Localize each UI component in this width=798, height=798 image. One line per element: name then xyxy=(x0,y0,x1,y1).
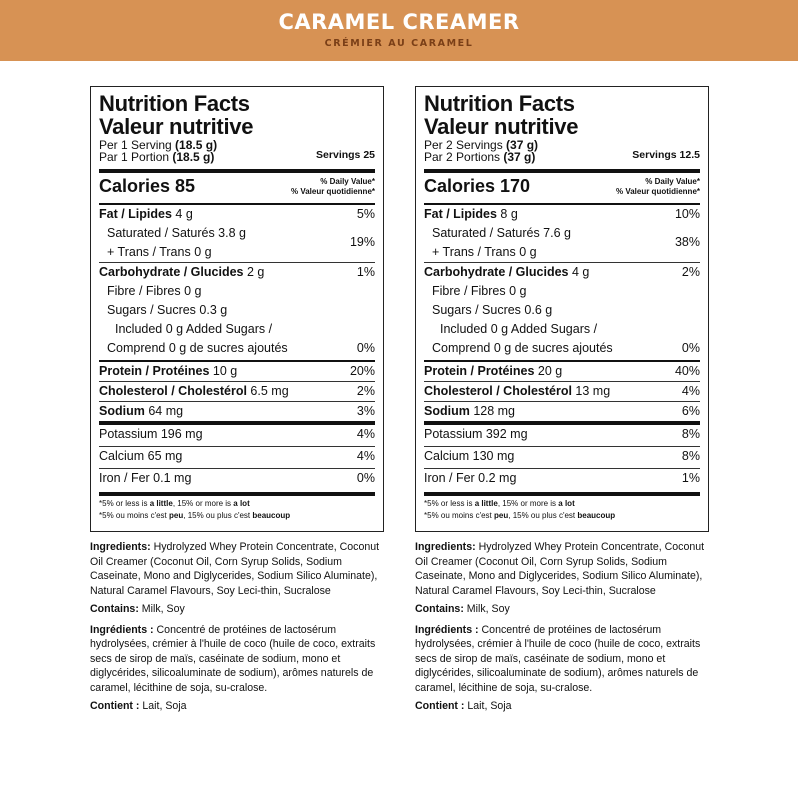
sugars-row: Sugars / Sucres 0.3 g xyxy=(107,303,228,317)
facts-title-fr: Valeur nutritive xyxy=(99,114,254,139)
saturated-trans-group: Saturated / Saturés 7.6 g + Trans / Trans 0 g 38% xyxy=(432,226,700,259)
serving-size: Per 1 Serving (18.5 g) Par 1 Portion (18.5 g) Servings 25 xyxy=(99,138,375,164)
footnote: *5% or less is a little, 15% or more is a lot *5% ou moins c'est peu, 15% ou plus c'est beaucoup xyxy=(424,499,616,520)
cholesterol-row: Cholesterol / Cholestérol 13 mg 4% xyxy=(424,384,700,398)
sodium-row: Sodium 128 mg 6% xyxy=(424,404,700,418)
calories-row xyxy=(99,173,375,203)
contains-en: Contains: Milk, Soy xyxy=(90,603,185,615)
sodium-row: Sodium 64 mg 3% xyxy=(99,404,375,418)
fibre-row: Fibre / Fibres 0 g xyxy=(107,284,202,298)
carb-row: Carbohydrate / Glucides 4 g 2% xyxy=(424,265,700,279)
nutrition-facts-table xyxy=(415,86,709,532)
panel-single-serving xyxy=(90,86,384,720)
calcium-row: Calcium 65 mg 4% xyxy=(99,449,375,463)
fat-row: Fat / Lipides 8 g 10% xyxy=(424,207,700,221)
iron-row: Iron / Fer 0.2 mg 1% xyxy=(424,471,700,485)
carb-row: Carbohydrate / Glucides 2 g 1% xyxy=(99,265,375,279)
serving-size: Per 2 Servings (37 g) Par 2 Portions (37 g) Servings 12.5 xyxy=(424,138,700,164)
nutrition-facts-table xyxy=(90,86,384,532)
ingredients-en: Ingredients: Hydrolyzed Whey Protein Concentrate, Coconut Oil Creamer (Coconut Oil, Corn Syrup Solids, Sodium Caseinate, Mono and Diglycerides, Sodium Silico Aluminate), Natural Caramel Flavours, Soy Leci-thin, Sucralose xyxy=(415,541,705,597)
sugars-row: Sugars / Sucres 0.6 g xyxy=(432,303,553,317)
facts-title-en: Nutrition Facts xyxy=(424,91,575,116)
footnote: *5% or less is a little, 15% or more is a lot *5% ou moins c'est peu, 15% ou plus c'est beaucoup xyxy=(99,499,291,520)
ingredients-fr: Ingrédients : Concentré de protéines de lactosérum hydrolysées, crémier à l'huile de coco (huile de coco, extraits secs de sirop de maïs, caséinate de sodium, mono et diglycérides, silicoaluminate de sodium), arômes naturels de caramel, lécithine de soja, su-cralose. xyxy=(90,623,376,694)
added-sugars-fr: Comprend 0 g de sucres ajoutés 0% xyxy=(432,341,700,355)
protein-row: Protein / Protéines 10 g 20% xyxy=(99,364,375,378)
header-banner xyxy=(0,0,798,61)
ingredients-en: Ingredients: Hydrolyzed Whey Protein Concentrate, Coconut Oil Creamer (Coconut Oil, Corn Syrup Solids, Sodium Caseinate, Mono and Diglycerides, Sodium Silico Aluminate), Natural Caramel Flavours, Soy Leci-thin, Sucralose xyxy=(90,541,380,597)
fibre-row: Fibre / Fibres 0 g xyxy=(432,284,527,298)
ingredients-block xyxy=(415,540,709,714)
fat-row: Fat / Lipides 4 g 5% xyxy=(99,207,375,221)
potassium-row: Potassium 196 mg 4% xyxy=(99,427,375,441)
servings-count: Servings 25 xyxy=(316,149,375,161)
contains-fr: Contient : Lait, Soja xyxy=(90,700,187,712)
protein-row: Protein / Protéines 20 g 40% xyxy=(424,364,700,378)
daily-value-header: % Daily Value* % Valeur quotidienne* xyxy=(615,177,700,196)
contains-fr: Contient : Lait, Soja xyxy=(415,700,512,712)
ingredients-fr: Ingrédients : Concentré de protéines de lactosérum hydrolysées, crémier à l'huile de coco (huile de coco, extraits secs de sirop de maïs, caséinate de sodium, mono et diglycérides, silicoaluminate de sodium), arômes naturels de caramel, lécithine de soja, su-cralose. xyxy=(415,623,701,694)
added-sugars-fr: Comprend 0 g de sucres ajoutés 0% xyxy=(107,341,375,355)
panel-double-serving xyxy=(415,86,709,720)
daily-value-header: % Daily Value* % Valeur quotidienne* xyxy=(290,177,375,196)
servings-count: Servings 12.5 xyxy=(632,149,700,161)
calories: Calories 85 xyxy=(99,176,196,196)
calories-row xyxy=(424,173,700,203)
cholesterol-row: Cholesterol / Cholestérol 6.5 mg 2% xyxy=(99,384,375,398)
potassium-row: Potassium 392 mg 8% xyxy=(424,427,700,441)
contains-en: Contains: Milk, Soy xyxy=(415,603,510,615)
product-subtitle: CRÉMIER AU CARAMEL xyxy=(324,38,474,49)
ingredients-block xyxy=(90,540,384,714)
product-title: CARAMEL CREAMER xyxy=(278,10,520,34)
facts-title-fr: Valeur nutritive xyxy=(424,114,579,139)
calories: Calories 170 xyxy=(424,176,531,196)
saturated-trans-group: Saturated / Saturés 3.8 g + Trans / Trans 0 g 19% xyxy=(107,226,375,259)
calcium-row: Calcium 130 mg 8% xyxy=(424,449,700,463)
added-sugars-en: Included 0 g Added Sugars / xyxy=(440,322,598,336)
facts-title-en: Nutrition Facts xyxy=(99,91,250,116)
added-sugars-en: Included 0 g Added Sugars / xyxy=(115,322,273,336)
iron-row: Iron / Fer 0.1 mg 0% xyxy=(99,471,375,485)
